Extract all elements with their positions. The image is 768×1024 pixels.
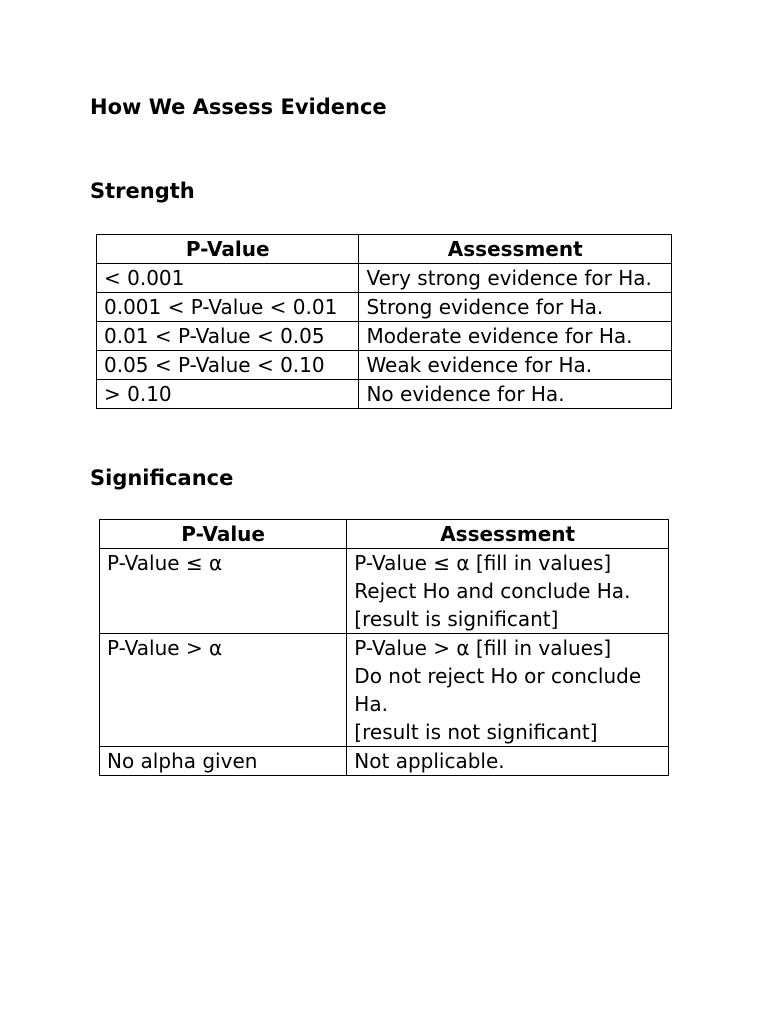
- assessment-cell: [347, 634, 669, 747]
- assessment-cell: No evidence for Ha.: [359, 380, 672, 409]
- strength-heading: Strength: [90, 179, 195, 203]
- table-row: [97, 380, 672, 409]
- assessment-cell: Weak evidence for Ha.: [359, 351, 672, 380]
- p-value-cell: > 0.10: [97, 380, 359, 409]
- table-row: [100, 634, 669, 747]
- p-value-cell: 0.001 < P-Value < 0.01: [97, 293, 359, 322]
- assessment-cell: Very strong evidence for Ha.: [359, 264, 672, 293]
- table-header-row: [97, 235, 672, 264]
- assessment-cell: Moderate evidence for Ha.: [359, 322, 672, 351]
- column-header-assessment: Assessment: [359, 235, 672, 264]
- table-row: [97, 293, 672, 322]
- column-header-p-value: P-Value: [97, 235, 359, 264]
- assessment-line: [result is not significant]: [354, 720, 598, 744]
- p-value-cell: P-Value > α: [100, 634, 347, 747]
- assessment-line: Reject Ho and conclude Ha.: [354, 579, 631, 603]
- assessment-cell: Strong evidence for Ha.: [359, 293, 672, 322]
- document-title: How We Assess Evidence: [90, 95, 387, 119]
- assessment-line: [result is significant]: [354, 607, 559, 631]
- assessment-line: P-Value ≤ α [fill in values]: [354, 551, 612, 575]
- p-value-cell: 0.01 < P-Value < 0.05: [97, 322, 359, 351]
- p-value-cell: P-Value ≤ α: [100, 549, 347, 634]
- table-row: [100, 549, 669, 634]
- table-row: [97, 322, 672, 351]
- assessment-line: P-Value > α [fill in values]: [354, 636, 612, 660]
- assessment-cell: [347, 747, 669, 776]
- column-header-p-value: P-Value: [100, 520, 347, 549]
- strength-table: [96, 234, 672, 409]
- table-header-row: [100, 520, 669, 549]
- p-value-cell: 0.05 < P-Value < 0.10: [97, 351, 359, 380]
- table-row: [97, 351, 672, 380]
- p-value-cell: No alpha given: [100, 747, 347, 776]
- table-row: [100, 747, 669, 776]
- significance-heading: Significance: [90, 466, 234, 490]
- p-value-cell: < 0.001: [97, 264, 359, 293]
- assessment-line: Not applicable.: [354, 749, 505, 773]
- assessment-cell: [347, 549, 669, 634]
- assessment-line: Do not reject Ho or conclude Ha.: [354, 664, 642, 716]
- table-row: [97, 264, 672, 293]
- column-header-assessment: Assessment: [347, 520, 669, 549]
- significance-table: [99, 519, 669, 776]
